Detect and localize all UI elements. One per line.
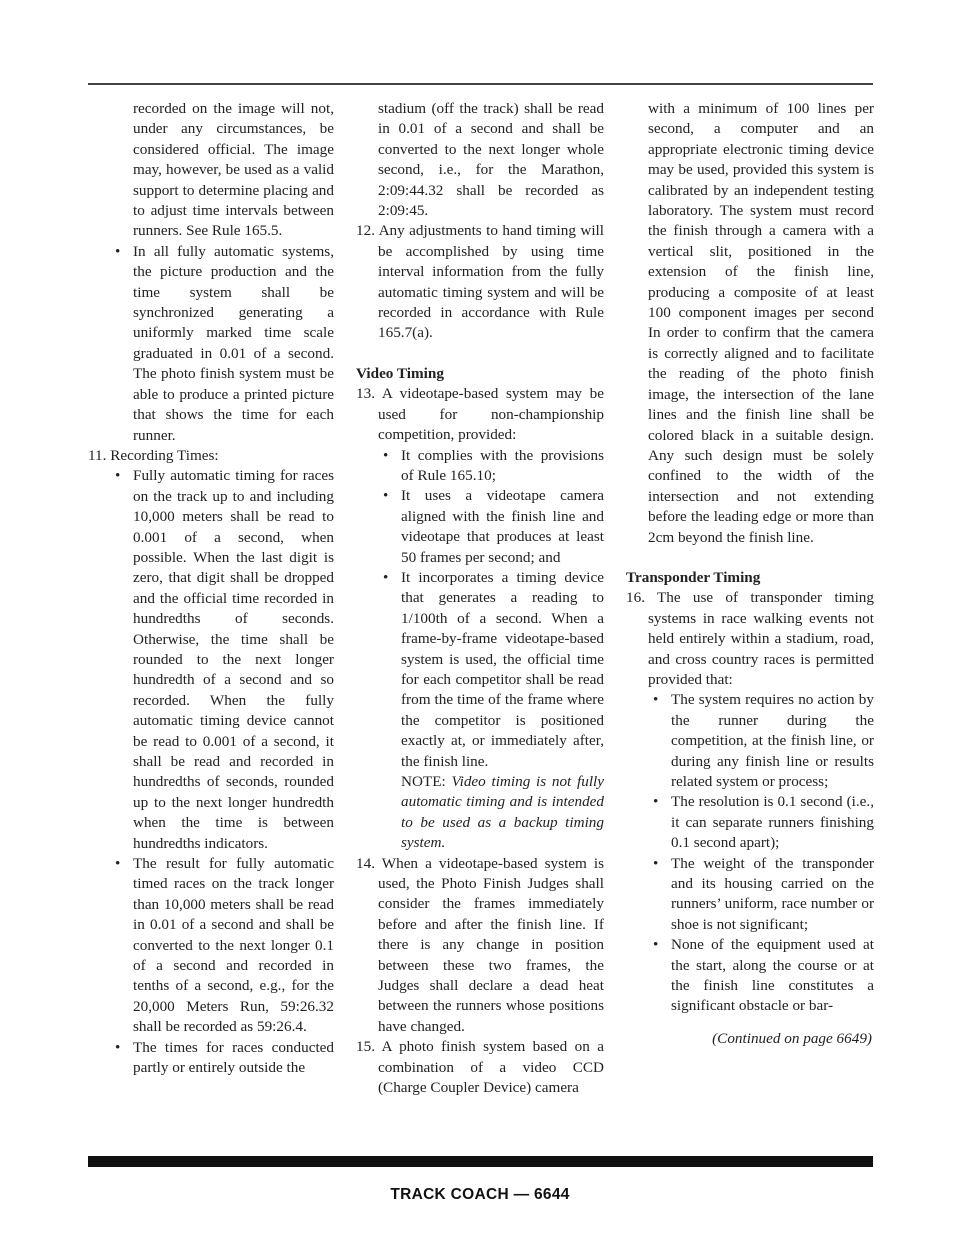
list-item: • The resolution is 0.1 second (i.e., it can separate runners finishing 0.1 second apart); — [648, 792, 874, 853]
top-rule — [88, 83, 873, 85]
bullet-list — [626, 690, 874, 1017]
list-item: • In all fully automatic systems, the picture production and the time system shall be synchronized generating a uniformly marked time scale graduated in 0.01 of a second. The photo finish system must be able to produce a printed picture that shows the time for each runner. — [110, 242, 334, 446]
numbered-item-11: 11. Recording Times: — [88, 446, 219, 464]
section-heading: Video Timing — [356, 364, 444, 382]
numbered-item-12: 12. Any adjustments to hand timing will be accomplished by using time interval information from the fully automatic timing system and will be recorded in accordance with Rule 165.7(a). — [356, 222, 604, 342]
numbered-item-16: 16. The use of transponder timing systems in race walking events not held entirely within a stadium, road, and cross country races is permitted provided that: — [626, 589, 874, 688]
column-2 — [356, 99, 604, 1099]
list-item: • The times for races conducted partly or entirely outside the — [110, 1038, 334, 1079]
column-3 — [626, 99, 874, 1049]
bottom-rule — [88, 1156, 873, 1167]
continued-paragraph: stadium (off the track) shall be read in 0.01 of a second and shall be converted to the next longer whole second, i.e., for the Marathon, 2:09:44.32 shall be recorded as 2:09:45. — [378, 100, 604, 220]
page-footer: TRACK COACH — 6644 — [390, 1186, 570, 1203]
note — [356, 772, 604, 854]
list-item: • Fully automatic timing for races on the track up to and including 10,000 meters shall be read to 0.001 of a second, when possible. When the last digit is zero, that digit shall be dropped and the official time recorded in hundredths of seconds. Otherwise, the time shall be rounded to the next longer hundredth of a second and so recorded. When the fully automatic timing device cannot be read to 0.001 of a second, it shall be read and recorded in hundredths of seconds, rounded up to the next longer hundredth when the time is between hundredths indicators. — [110, 466, 334, 854]
column-1 — [88, 99, 334, 1079]
numbered-item-15: 15. A photo finish system based on a combination of a video CCD (Charge Coupler Device) camera — [356, 1038, 604, 1097]
list-item: • It complies with the provisions of Rule 165.10; — [378, 446, 604, 487]
note-label: NOTE: — [401, 773, 446, 790]
note-text: Video timing is not fully automatic timing and is intended to be used as a backup timing system. — [401, 773, 604, 852]
continued-paragraph: recorded on the image will not, under any circumstances, be considered official. The image may, however, be used as a valid support to determine placing and to adjust time intervals between runners. See Rule 165.5. — [133, 100, 334, 240]
numbered-item-13: 13. A videotape-based system may be used for non-championship competition, provided: — [356, 385, 604, 444]
list-item: • The result for fully automatic timed races on the track longer than 10,000 meters shall be read in 0.01 of a second and shall be converted to the next longer 0.1 of a second and recorded in tenths of a second, e.g., for the 20,000 Meters Run, 59:26.32 shall be recorded as 59:26.4. — [110, 854, 334, 1038]
list-item: • None of the equipment used at the start, along the course or at the finish line constitutes a significant obstacle or bar- — [648, 935, 874, 1017]
continued-paragraph: with a minimum of 100 lines per second, a computer and an appropriate electronic timing device may be used, provided this system is calibrated by an independent testing laboratory. The system must record the finish through a camera with a vertical slit, positioned in the extension of the finish line, producing a composite of at least 100 component images per second In order to confirm that the camera is correctly aligned and to facilitate the reading of the photo finish image, the intersection of the lane lines and the finish line shall be colored black in a suitable design. Any such design must be solely confined to the width of the intersection and not extending before the leading edge or more than 2cm beyond the finish line. — [648, 100, 874, 546]
continued-notice: (Continued on page 6649) — [712, 1029, 872, 1047]
list-item: • It incorporates a timing device that generates a reading to 1/100th of a second. When a frame-by-frame videotape-based system is used, the official time for each competitor shall be read from the time of the frame where the competitor is positioned exactly at, or immediately after, the finish line. — [378, 568, 604, 772]
bullet-list — [356, 446, 604, 773]
list-item: • The system requires no action by the runner during the competition, at the finish line, or during any finish line or results related system or process; — [648, 690, 874, 792]
numbered-item-14: 14. When a videotape-based system is used, the Photo Finish Judges shall consider the frames immediately before and after the finish line. If there is any change in position between these two frames, the Judges shall declare a dead heat between the runners whose positions have changed. — [356, 854, 604, 1035]
bullet-list — [88, 466, 334, 1078]
list-item: • The weight of the transponder and its housing carried on the runners’ uniform, race number or shoe is not significant; — [648, 854, 874, 936]
section-heading: Transponder Timing — [626, 568, 761, 586]
list-item: • It uses a videotape camera aligned with the finish line and videotape that produces at least 50 frames per second; and — [378, 486, 604, 568]
bullet-list — [88, 242, 334, 446]
